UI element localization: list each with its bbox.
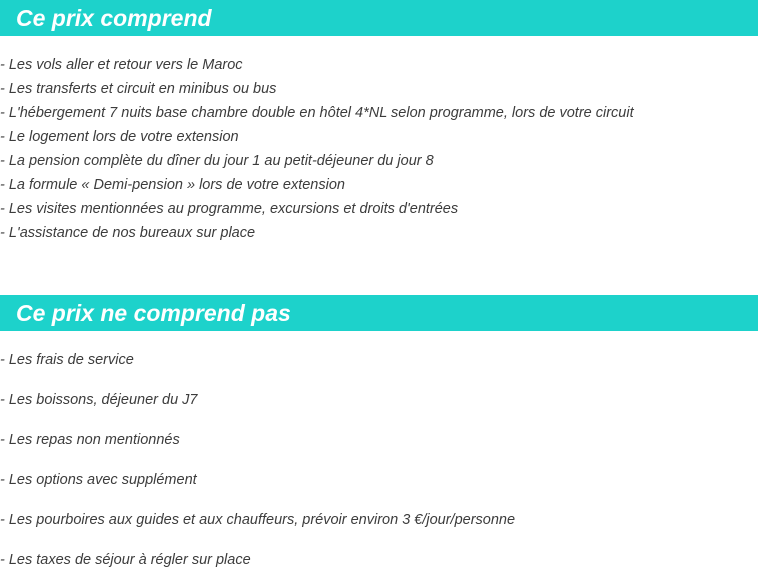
excluded-section-title: Ce prix ne comprend pas	[16, 300, 291, 326]
included-item: - L'hébergement 7 nuits base chambre double en hôtel 4*NL selon programme, lors de votre circuit	[0, 105, 634, 121]
excluded-header-band	[0, 295, 758, 331]
included-section-title: Ce prix comprend	[16, 5, 212, 31]
included-item: - Les visites mentionnées au programme, excursions et droits d'entrées	[0, 201, 459, 217]
included-item: - L'assistance de nos bureaux sur place	[0, 225, 256, 241]
included-items-list	[0, 53, 758, 245]
included-item: - La pension complète du dîner du jour 1 au petit-déjeuner du jour 8	[0, 153, 434, 169]
excluded-item: - Les repas non mentionnés	[0, 432, 180, 448]
included-item: - Les transferts et circuit en minibus ou bus	[0, 81, 277, 97]
included-header-band	[0, 0, 758, 36]
included-item: - Le logement lors de votre extension	[0, 129, 239, 145]
excluded-item: - Les taxes de séjour à régler sur place	[0, 552, 251, 568]
excluded-item: - Les boissons, déjeuner du J7	[0, 392, 198, 408]
included-item: - Les vols aller et retour vers le Maroc	[0, 57, 243, 73]
included-item: - La formule « Demi-pension » lors de votre extension	[0, 177, 345, 193]
excluded-items-list	[0, 348, 758, 588]
excluded-item: - Les options avec supplément	[0, 472, 197, 488]
excluded-item: - Les pourboires aux guides et aux chauffeurs, prévoir environ 3 €/jour/personne	[0, 512, 516, 528]
excluded-item: - Les frais de service	[0, 352, 134, 368]
